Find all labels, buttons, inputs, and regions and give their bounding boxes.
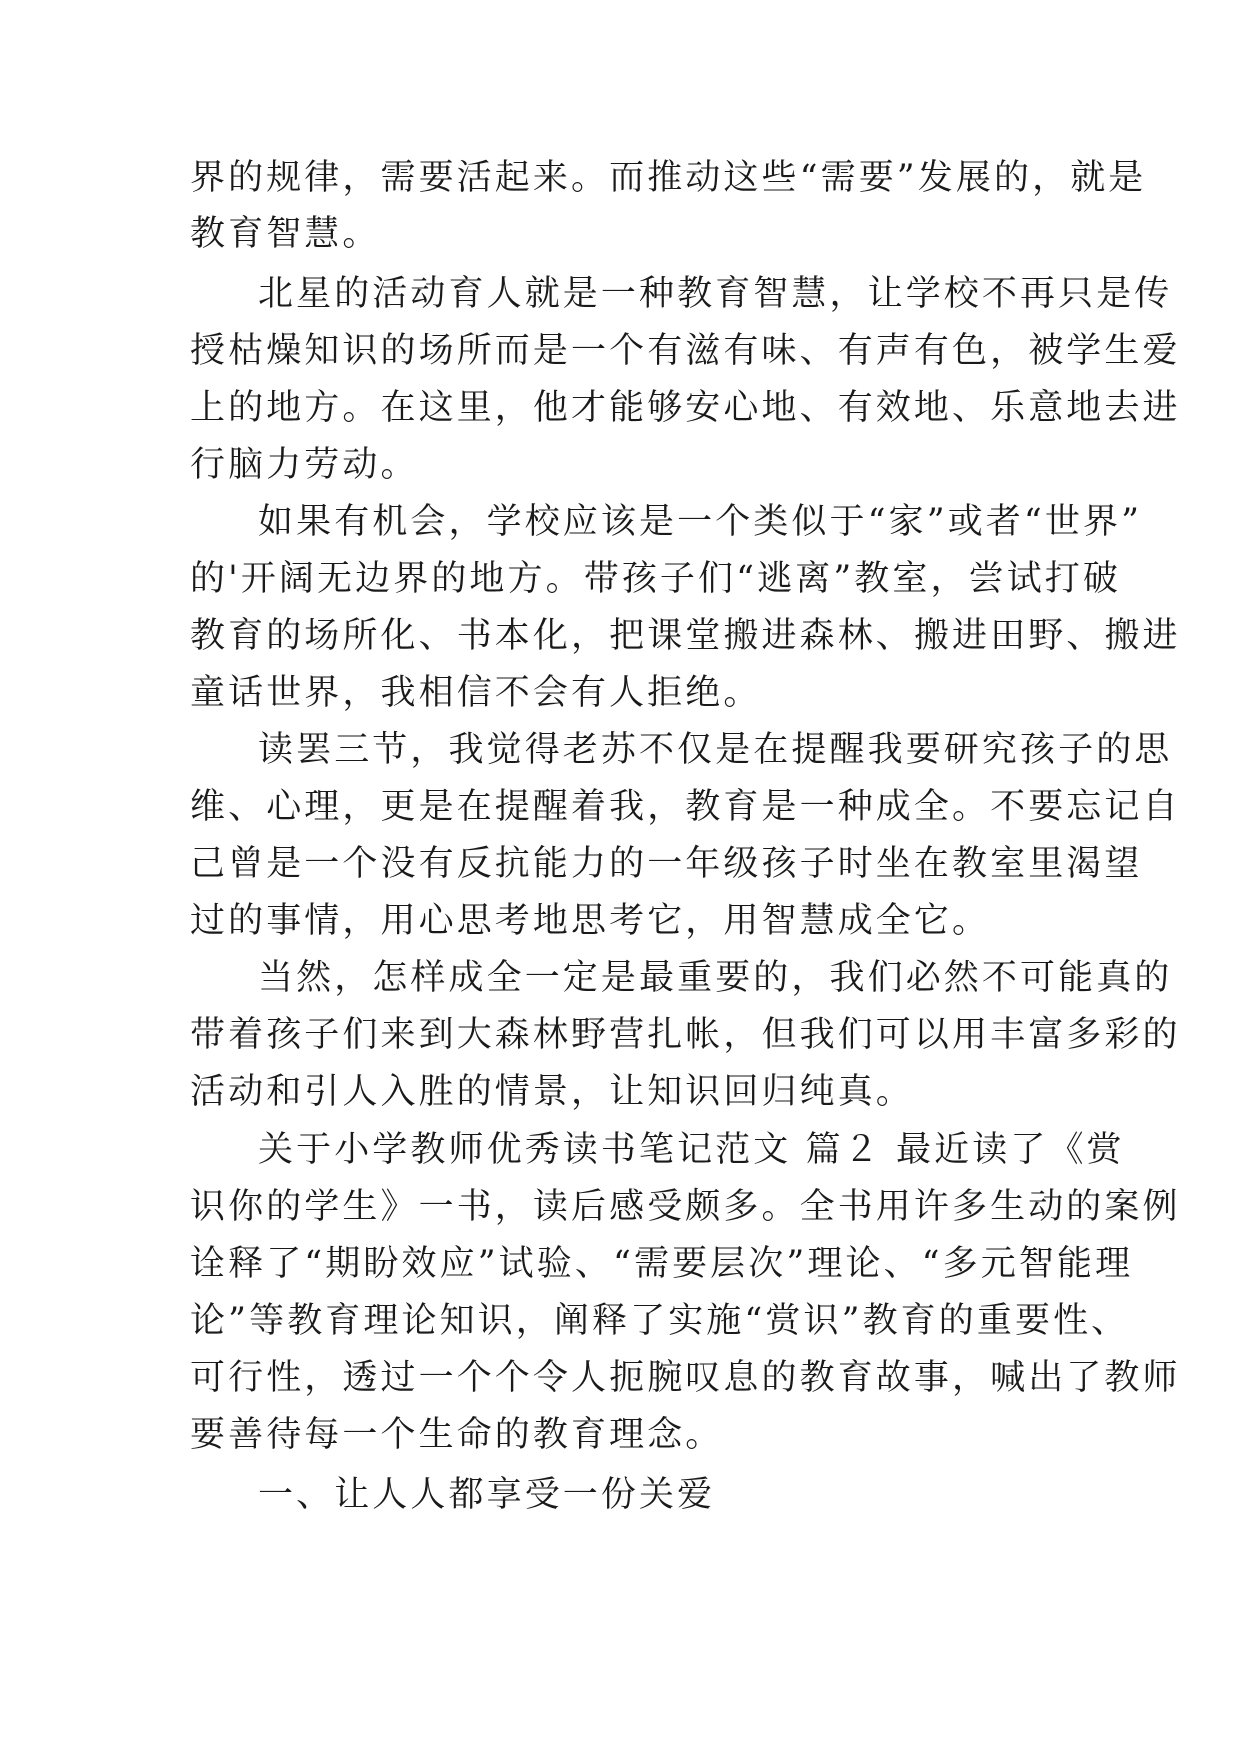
text-line: 的'开阔无边界的地方。带孩子们“逃离”教室，尝试打破 bbox=[190, 559, 1122, 599]
text-line: 要善待每一个生命的教育理念。 bbox=[190, 1415, 724, 1455]
text-line: 识你的学生》一书，读后感受颇多。全书用许多生动的案例 bbox=[190, 1187, 1181, 1227]
text-line: 维、心理，更是在提醒着我，教育是一种成全。不要忘记自 bbox=[190, 787, 1181, 827]
text-line: 童话世界，我相信不会有人拒绝。 bbox=[190, 673, 762, 713]
text-line: 上的地方。在这里，他才能够安心地、有效地、乐意地去进 bbox=[190, 388, 1181, 428]
text-line: 过的事情，用心思考地思考它，用智慧成全它。 bbox=[190, 901, 991, 941]
text-line: 己曾是一个没有反抗能力的一年级孩子时坐在教室里渴望 bbox=[190, 844, 1143, 884]
paragraph-start-line: 北星的活动育人就是一种教育智慧，让学校不再只是传 bbox=[258, 274, 1173, 314]
section-heading: 一、让人人都享受一份关爱 bbox=[258, 1475, 716, 1515]
text-line: 诠释了“期盼效应”试验、“需要层次”理论、“多元智能理 bbox=[190, 1244, 1134, 1284]
text-line: 可行性，透过一个个令人扼腕叹息的教育故事，喊出了教师 bbox=[190, 1358, 1181, 1398]
paragraph-start-line: 如果有机会，学校应该是一个类似于“家”或者“世界” bbox=[258, 502, 1143, 542]
text-line: 教育的场所化、书本化，把课堂搬进森林、搬进田野、搬进 bbox=[190, 616, 1181, 656]
paragraph-start-line: 关于小学教师优秀读书笔记范文 篇２ 最近读了《赏 bbox=[258, 1130, 1125, 1170]
paragraph-start-line: 当然，怎样成全一定是最重要的，我们必然不可能真的 bbox=[258, 958, 1173, 998]
text-line: 带着孩子们来到大森林野营扎帐，但我们可以用丰富多彩的 bbox=[190, 1015, 1181, 1055]
text-line: 行脑力劳动。 bbox=[190, 445, 419, 485]
paragraph-start-line: 读罢三节，我觉得老苏不仅是在提醒我要研究孩子的思 bbox=[258, 730, 1173, 770]
text-line: 论”等教育理论知识，阐释了实施“赏识”教育的重要性、 bbox=[190, 1301, 1130, 1341]
text-line: 界的规律，需要活起来。而推动这些“需要”发展的，就是 bbox=[190, 158, 1147, 198]
text-line: 活动和引人入胜的情景，让知识回归纯真。 bbox=[190, 1072, 914, 1112]
text-line: 授枯燥知识的场所而是一个有滋有味、有声有色，被学生爱 bbox=[190, 331, 1181, 371]
text-line: 教育智慧。 bbox=[190, 214, 381, 254]
